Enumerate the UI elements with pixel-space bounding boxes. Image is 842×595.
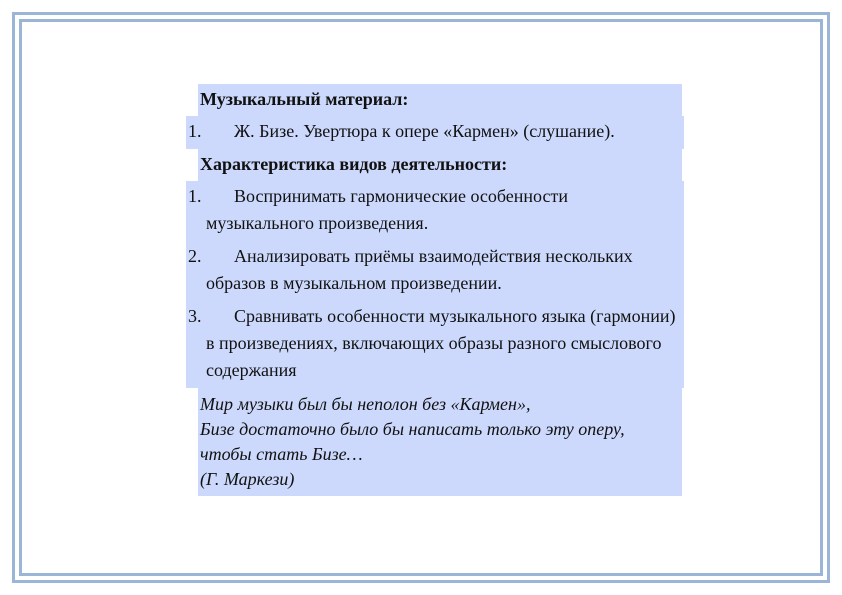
- activities-heading: Характеристика видов деятельности:: [198, 149, 682, 181]
- list-item-text: Сравнивать особенности музыкального языка (гармонии) в произведениях, включающих образы разного смыслового содержания: [206, 306, 676, 380]
- list-number: 1.: [188, 121, 202, 141]
- list-item-text: Воспринимать гармонические особенности музыкального произведения.: [206, 186, 568, 233]
- material-list: [186, 116, 682, 149]
- quote-line: Бизе достаточно было бы написать только эту оперу,: [200, 419, 625, 439]
- activities-list: [186, 181, 682, 388]
- activity-item: [186, 241, 684, 301]
- quote-line: Мир музыки был бы неполон без «Кармен»,: [200, 394, 531, 414]
- list-item-text: Ж. Бизе. Увертюра к опере «Кармен» (слушание).: [234, 121, 615, 141]
- quote-author: (Г. Маркези): [200, 469, 295, 489]
- material-item: [186, 116, 684, 149]
- list-number: 1.: [188, 186, 202, 206]
- epigraph-quote: [198, 388, 682, 496]
- material-heading: Музыкальный материал:: [198, 84, 682, 116]
- slide-content: [186, 84, 682, 496]
- list-item-text: Анализировать приёмы взаимодействия нескольких образов в музыкальном произведении.: [206, 246, 633, 293]
- activity-item: [186, 181, 684, 241]
- list-number: 3.: [188, 306, 202, 326]
- quote-line: чтобы стать Бизе…: [200, 444, 363, 464]
- activity-item: [186, 301, 684, 388]
- list-number: 2.: [188, 246, 202, 266]
